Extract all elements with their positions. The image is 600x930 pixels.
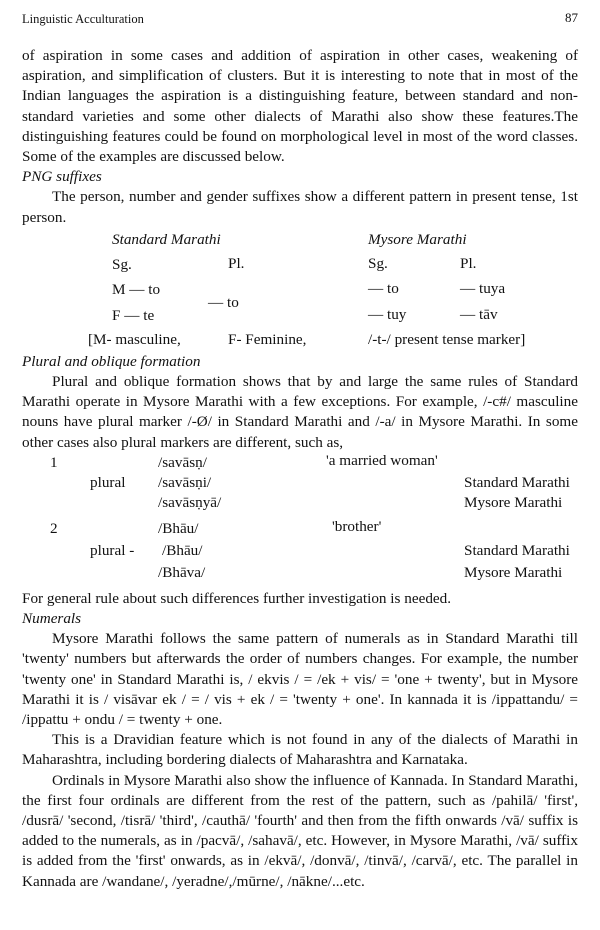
right-plural-label: Pl. — [460, 254, 477, 272]
section-heading-png-suffixes: PNG suffixes — [22, 168, 102, 186]
legend-masculine: [M- masculine, — [88, 330, 181, 348]
example-1-gloss: 'a married woman' — [326, 451, 438, 469]
example-2-mysore-label: Mysore Marathi — [464, 563, 563, 581]
section-heading-numerals: Numerals — [22, 610, 82, 628]
example-1-mysore-form: /savāsṇyā/ — [158, 493, 222, 511]
section-heading-plural: Plural and oblique formation — [22, 352, 201, 370]
mysore-plural-suffix-1: — tuya — [460, 279, 506, 297]
running-head: Linguistic Acculturation — [22, 12, 144, 26]
example-1-standard-label: Standard Marathi — [464, 473, 570, 491]
book-page — [22, 6, 578, 926]
example-2-mysore-form: /Bhāva/ — [158, 563, 206, 581]
example-1-number: 1 — [50, 453, 58, 471]
feminine-suffix: F — te — [112, 306, 155, 324]
example-1-standard-form: /savāsṇi/ — [158, 473, 212, 491]
mysore-plural-suffix-2: — tāv — [460, 305, 498, 323]
standard-marathi-title: Standard Marathi — [112, 230, 221, 248]
masculine-suffix: M — to — [112, 280, 161, 298]
example-1-mysore-label: Mysore Marathi — [464, 493, 563, 511]
page-number: 87 — [565, 10, 578, 25]
legend-feminine: F- Feminine, — [228, 330, 307, 348]
numerals-paragraph-1: Mysore Marathi follows the same pattern of numerals as in Standard Marathi till 'twenty' numbers but afterwards the order of numbers changes. For example, the number 'twenty one' in Standard Marathi is, / ekvis / = /ek + vis/ = 'one + twenty', but in Mysore Marathi it is / visāvar ek / = / vis + ek / = 'twenty + one'. In kannada it is /ippattandu/ = /ippattu + ondu / = twenty + one. — [22, 630, 578, 729]
right-singular-label: Sg. — [368, 254, 388, 272]
numerals-paragraph-3: Ordinals in Mysore Marathi also show the influence of Kannada. In Standard Marathi, the first four ordinals are different from the rest of the pattern, such as /pahilā/ 'first', /dusrā/ 'second, /tisrā/ 'third', /cauthā/ 'fourth' and then from the fifth onwards /vā/ suffix is added to the numerals, as in /pacvā/, /sahavā/, etc. However, in Mysore Marathi, /vā/ suffix is added from the 'first' onwards, as in /ekvā/, /donvā/, /tinvā/, /carvā/, etc. The parallel in Kannada are /wandane/, /yeradne/,/mūrne/, /nākne/...etc. — [22, 771, 578, 890]
legend-tense-marker: /-t-/ present tense marker] — [368, 330, 526, 348]
plural-examples — [22, 453, 578, 589]
numerals-paragraph-2: This is a Dravidian feature which is not found in any of the dialects of Marathi in Maharashtra, including bordering dialects of Maharashtra and Karnataka. — [22, 731, 578, 769]
example-1-word: /savāsṇ/ — [158, 453, 207, 471]
example-2-plural-label: plural - — [90, 541, 135, 559]
example-2-gloss: 'brother' — [332, 517, 382, 535]
example-2-number: 2 — [50, 519, 58, 537]
example-1-plural-label: plural — [90, 473, 126, 491]
plural-paragraph: Plural and oblique formation shows that by and large the same rules of Standard Marathi operate in Mysore Marathi with a few exceptions. For example, /-c#/ masculine nouns have plural marker /-Ø/ in Standard Marathi and /-a/ in Mysore Marathi. In some other cases also plural markers are different, such as, — [22, 373, 578, 451]
example-2-standard-label: Standard Marathi — [464, 541, 570, 559]
mysore-singular-suffix-2: — tuy — [368, 305, 407, 323]
mysore-marathi-title: Mysore Marathi — [368, 230, 467, 248]
png-suffix-table — [22, 228, 578, 352]
left-plural-suffix: — to — [208, 293, 239, 311]
page-body — [22, 46, 578, 892]
plural-closing-sentence: For general rule about such differences further investigation is needed. — [22, 589, 452, 607]
intro-paragraph: of aspiration in some cases and addition of aspiration in other cases, weakening of aspiration, and simplification of clusters. But it is interesting to note that in most of the Indian languages the aspiration is a distinguishing feature, between standard and non-standard varieties and some other dialects of Marathi also show these features.The distinguishing features could be found on morphological level in most of the word classes. Some of the examples are discussed below. — [22, 47, 578, 166]
left-singular-label: Sg. — [112, 255, 132, 273]
example-2-standard-form: /Bhāu/ — [162, 541, 203, 559]
mysore-singular-suffix-1: — to — [368, 279, 399, 297]
png-paragraph: The person, number and gender suffixes show a different pattern in present tense, 1st person. — [22, 188, 578, 226]
example-2-word: /Bhāu/ — [158, 519, 199, 537]
left-plural-label: Pl. — [228, 254, 245, 272]
